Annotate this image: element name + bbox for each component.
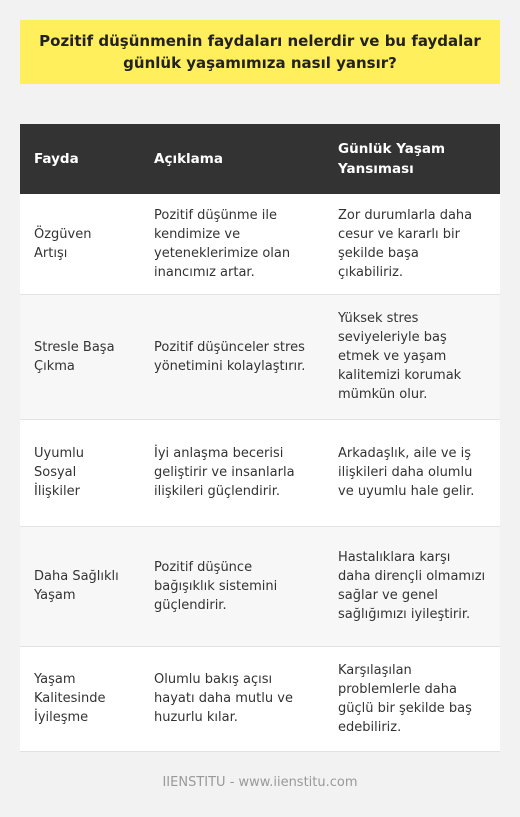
column-header-fayda: Fayda bbox=[20, 124, 140, 194]
cell-aciklama: Pozitif düşünce bağışıklık sistemini güçlendirir. bbox=[140, 526, 324, 646]
table-header-row bbox=[20, 124, 500, 194]
cell-aciklama: Pozitif düşünme ile kendimize ve yeteneklerimize olan inancımız artar. bbox=[140, 194, 324, 294]
title-banner bbox=[20, 20, 500, 84]
table-row bbox=[20, 419, 500, 526]
benefits-table bbox=[20, 124, 500, 752]
cell-gunluk-yasam: Karşılaşılan problemlerle daha güçlü bir şekilde baş edebiliriz. bbox=[324, 646, 500, 751]
cell-fayda: Yaşam Kalitesinde İyileşme bbox=[20, 646, 140, 751]
cell-gunluk-yasam: Zor durumlarla daha cesur ve kararlı bir şekilde başa çıkabiliriz. bbox=[324, 194, 500, 294]
cell-fayda: Daha Sağlıklı Yaşam bbox=[20, 526, 140, 646]
cell-fayda: Özgüven Artışı bbox=[20, 194, 140, 294]
table-row bbox=[20, 526, 500, 646]
cell-gunluk-yasam: Hastalıklara karşı daha dirençli olmamızı sağlar ve genel sağlığımızı iyileştirir. bbox=[324, 526, 500, 646]
column-header-aciklama: Açıklama bbox=[140, 124, 324, 194]
footer-credit: IIENSTITU - www.iienstitu.com bbox=[162, 775, 358, 790]
cell-gunluk-yasam: Yüksek stres seviyeleriyle baş etmek ve yaşam kalitemizi korumak mümkün olur. bbox=[324, 294, 500, 419]
cell-aciklama: Olumlu bakış açısı hayatı daha mutlu ve huzurlu kılar. bbox=[140, 646, 324, 751]
table-row bbox=[20, 646, 500, 751]
page-title: Pozitif düşünmenin faydaları nelerdir ve bu faydalar günlük yaşamımıza nasıl yansır? bbox=[39, 32, 481, 72]
table-row bbox=[20, 294, 500, 419]
cell-aciklama: İyi anlaşma becerisi geliştirir ve insanlarla ilişkileri güçlendirir. bbox=[140, 419, 324, 526]
cell-fayda: Uyumlu Sosyal İlişkiler bbox=[20, 419, 140, 526]
cell-aciklama: Pozitif düşünceler stres yönetimini kolaylaştırır. bbox=[140, 294, 324, 419]
cell-gunluk-yasam: Arkadaşlık, aile ve iş ilişkileri daha olumlu ve uyumlu hale gelir. bbox=[324, 419, 500, 526]
table-row bbox=[20, 194, 500, 294]
cell-fayda: Stresle Başa Çıkma bbox=[20, 294, 140, 419]
column-header-gunluk-yasam: Günlük Yaşam Yansıması bbox=[324, 124, 500, 194]
